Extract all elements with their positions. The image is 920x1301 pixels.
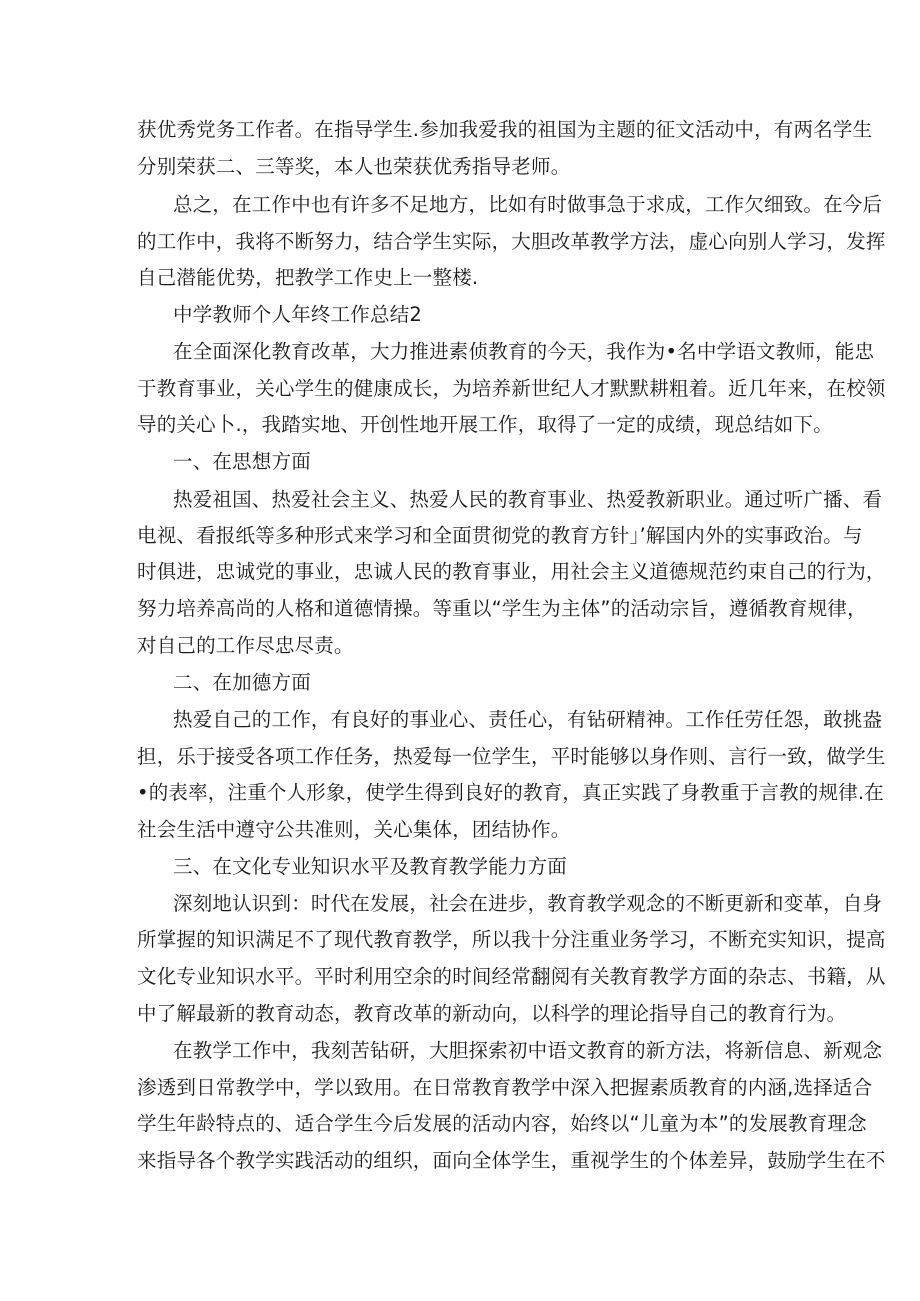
text-line: 渗透到日常教学中，学以致用。在日常教育教学中深入把握素质教育的内涵,选择适合 (137, 1076, 873, 1099)
text-line: 总之，在工作中也有许多不足地方，比如有时做事急于求成，工作欠细致。在今后 (173, 193, 883, 216)
text-line: 努力培养高尚的人格和道德情操。等重以“学生为主体”的活动宗旨，遵循教育规律， (137, 597, 867, 620)
text-line: 文化专业知识水平。平时利用空余的时间经常翻阅有关教育教学方面的杂志、书籍，从 (137, 965, 886, 988)
text-line: 来指导各个教学实践活动的组织，面向全体学生，重视学生的个体差异，鼓励学生在不 (137, 1149, 886, 1172)
text-line: 的工作中，我将不断努力，结合学生实际，大胆改革教学方法，虚心向别人学习，发挥 (137, 230, 886, 253)
text-line: 自己潜能优势，把教学工作史上一整楼. (137, 266, 479, 289)
text-line: •的表率，注重个人形象，使学生得到良好的教育，真正实践了身教重于言教的规律.在 (137, 781, 885, 804)
text-line: 在全面深化教育改革，大力推进素侦教育的今天，我作为•名中学语文教师，能忠 (173, 340, 875, 363)
text-line: 导的关心卜.，我踏实地、开创性地开展工作，取得了一定的成绩，现总结如下。 (137, 413, 833, 436)
section-heading: 三、在文化专业知识水平及教育教学能力方面 (173, 855, 568, 878)
text-line: 获优秀党务工作者。在指导学生.参加我爱我的祖国为主题的征文活动中，有两名学生 (137, 118, 873, 141)
text-line: 电视、看报纸等多种形式来学习和全面贯彻党的教育方针」’解国内外的实事政治。与 (137, 524, 863, 547)
text-line: 热爱自己的工作，有良好的事业心、责任心，有钻研精神。工作任劳任怨，敢挑盎 (173, 708, 883, 731)
text-line: 分别荣获二、三等奖，本人也荣获优秀指导老师。 (137, 155, 571, 178)
section-heading: 一、在思想方面 (173, 450, 311, 473)
text-line: 对自己的工作尽忠尽责。 (137, 634, 354, 657)
text-line: 于教育事业，关心学生的健康成长，为培养新世纪人才默默耕粗着。近几年来，在校领 (137, 377, 886, 400)
text-line: 社会生活中遵守公共准则，关心集体，团结协作。 (137, 818, 571, 841)
text-line: 学生年龄特点的、适合学生今后发展的活动内容，始终以“儿童为本”的发展教育理念 (137, 1112, 867, 1135)
text-line: 中了解最新的教育动态，教育改革的新动向，以科学的理论指导自己的教育行为。 (137, 1002, 847, 1025)
text-line: 担，乐于接受各项工作任务，热爱每一位学生，平时能够以身作则、言行一致，做学生 (137, 745, 886, 768)
text-line: 热爱祖国、热爱社会主义、热爱人民的教育事业、热爱教新职业。通过听广播、看 (173, 488, 883, 511)
section-heading: 二、在加德方面 (173, 671, 311, 694)
text-line: 深刻地认识到：时代在发展，社会在进步，教育教学观念的不断更新和变革，自身 (173, 892, 883, 915)
text-line: 所掌握的知识满足不了现代教育教学，所以我十分注重业务学习，不断充实知识，提高 (137, 928, 886, 951)
section-title: 中学教师个人年终工作总结2 (173, 303, 423, 326)
text-line: 在教学工作中，我刻苦钻研，大胆探索初中语文教育的新方法，将新信息、新观念 (173, 1039, 883, 1062)
text-line: 时俱进，忠诚党的事业，忠诚人民的教育事业，用社会主义道德规范约束自己的行为， (137, 560, 886, 583)
